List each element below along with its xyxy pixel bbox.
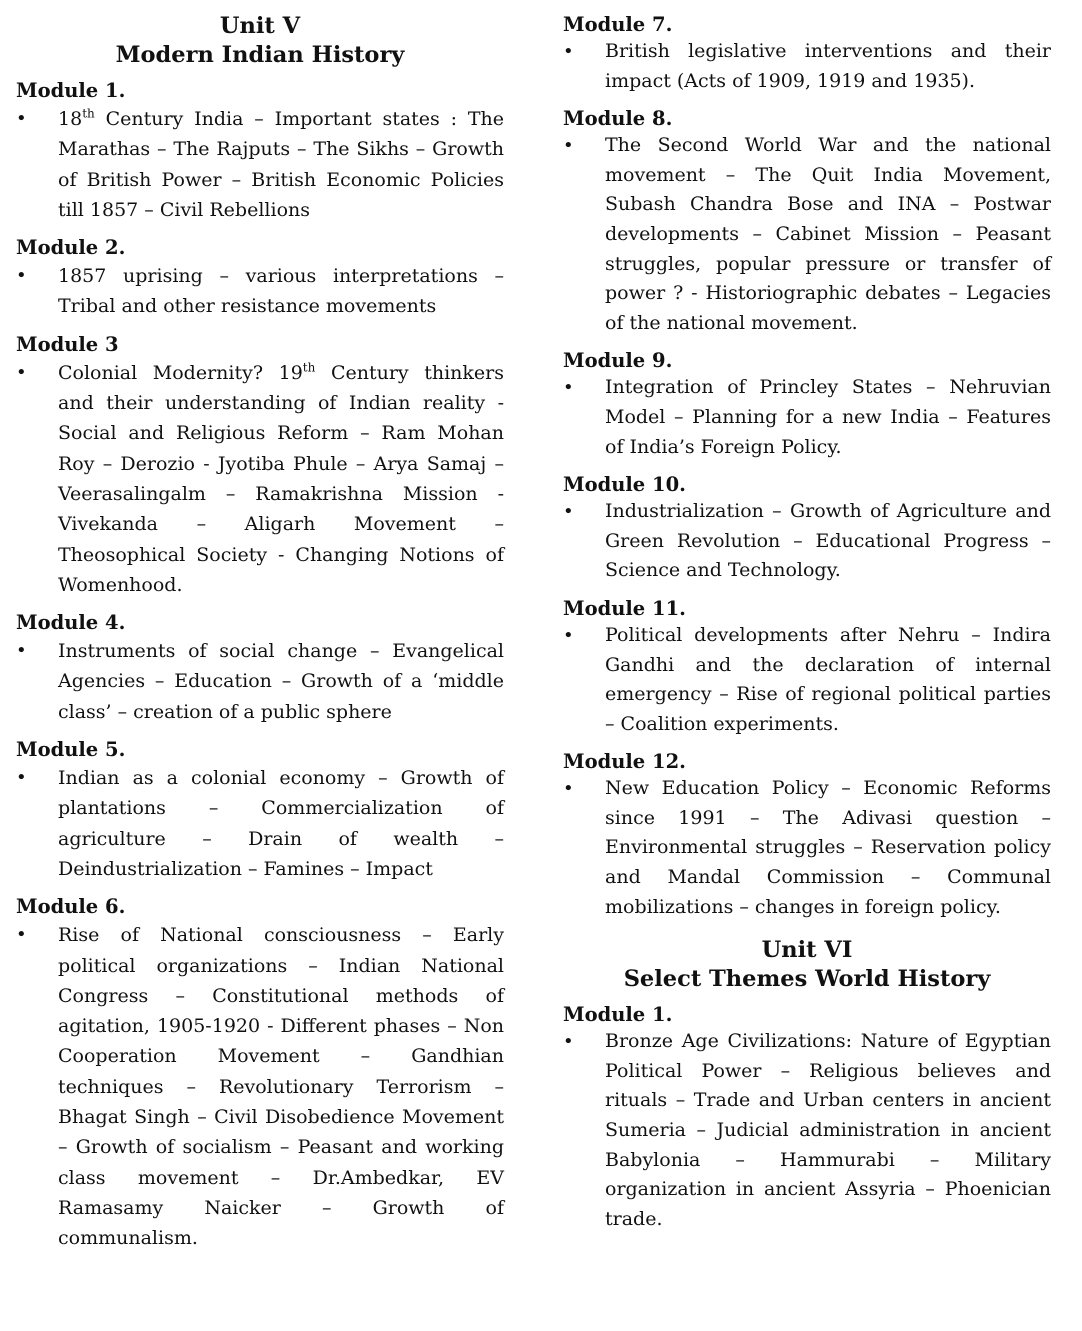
bullet-icon: • [563,377,574,399]
module-text-sup: th [302,360,316,375]
module-8 [563,106,1051,338]
bullet-icon: • [563,1031,574,1053]
module-1 [16,78,504,225]
module-item [16,763,504,884]
module-text-post: Century thinkers and their understanding of Indian reality - Social and Religious Reform – Ram Mohan Roy – Derozio - Jyotiba Phule – Arya Samaj – Veerasalingalm – Ramakrishna Mission - Vivekanda – Aligarh Movement – Theosophical Society - Changing Notions of Womenhood. [58,361,504,596]
module-text: Rise of National consciousness – Early political organizations – Indian National Congress – Constitutional methods of agitation, 1905-1920 - Different phases – Non Cooperation Movement – Gandhian techniques – Revolutionary Terrorism – Bhagat Singh – Civil Disobedience Movement – Growth of socialism – Peasant and working class movement – Dr.Ambedkar, EV Ramasamy Naicker – Growth of communalism. [58,924,504,1250]
left-column [16,12,504,1264]
module-title: Module 7. [563,13,673,36]
bullet-icon: • [16,640,27,662]
module-text: Instruments of social change – Evangelical Agencies – Education – Growth of a ‘middle class’ – creation of a public sphere [58,640,504,723]
module-2 [16,235,504,322]
module-3 [16,332,504,600]
unit-vi-heading [563,936,1051,994]
module-title: Module 1. [16,79,126,102]
module-title: Module 4. [16,611,126,635]
bullet-icon: • [16,767,27,789]
unit-v-title: Unit V [219,13,301,39]
module-4 [16,610,504,727]
bullet-icon: • [16,265,27,287]
module-title: Module 10. [563,473,686,497]
bullet-icon: • [16,361,27,383]
right-column [563,12,1051,1244]
bullet-icon: • [563,624,574,646]
module-5 [16,737,504,884]
module-text-pre: 18 [58,108,83,130]
bullet-icon: • [563,135,574,157]
module-item [16,358,504,600]
module-text: The Second World War and the national movement – The Quit India Movement, Subash Chandra Bose and INA – Postwar developments – Cabinet Mission – Peasant struggles, popular pressure or transfer of power ? - Historiographic debates – Legacies of the national movement. [605,134,1051,334]
unit-v-subtitle: Modern Indian History [115,42,405,68]
module-text [58,104,504,225]
module-item [563,37,1051,96]
module-11 [563,596,1051,739]
bullet-icon: • [563,778,574,800]
module-text-post: Century India – Important states : The Marathas – The Rajputs – The Sikhs – Growth of British Power – British Economic Policies till 1857 – Civil Rebellions [58,108,504,221]
module-6 [16,894,504,1253]
unit-vi-subtitle: Select Themes World History [623,966,991,993]
module-title: Module 8. [563,107,673,131]
module-text-sup: th [82,106,95,121]
bullet-icon: • [563,501,574,523]
module-item [563,373,1051,462]
module-text-pre: Colonial Modernity? 19 [58,361,303,384]
bullet-icon: • [563,41,574,62]
module-item [16,104,504,225]
module-item [563,1027,1051,1234]
module-text: 1857 uprising – various interpretations – Tribal and other resistance movements [58,265,504,318]
module-item [563,497,1051,586]
module-item [563,774,1051,922]
bullet-icon: • [16,108,27,129]
module-text [58,358,504,600]
module-item [563,131,1051,338]
module-text: New Education Policy – Economic Reforms since 1991 – The Adivasi question – Environmental struggles – Reservation policy and Mandal Commission – Communal mobilizations – changes in foreign policy. [605,777,1051,918]
module-text: British legislative interventions and their impact (Acts of 1909, 1919 and 1935). [605,40,1051,92]
module-text: Industrialization – Growth of Agriculture and Green Revolution – Educational Progress – Science and Technology. [605,500,1051,582]
module-title: Module 11. [563,596,686,620]
unit-vi-title: Unit VI [761,937,853,964]
module-text: Political developments after Nehru – Indira Gandhi and the declaration of internal emergency – Rise of regional political parties – Coalition experiments. [605,623,1051,735]
module-item [16,261,504,322]
module-7 [563,12,1051,96]
module-title: Module 12. [563,750,686,774]
module-title: Module 5. [16,738,126,762]
module-item [16,920,504,1253]
module-title: Module 2. [16,236,126,260]
module-text: Indian as a colonial economy – Growth of plantations – Commercialization of agriculture – Drain of wealth – Deindustrialization – Famines – Impact [58,767,504,880]
module-12 [563,749,1051,922]
bullet-icon: • [16,924,27,946]
unit-vi-module-1 [563,1002,1051,1234]
module-text: Integration of Princley States – Nehruvian Model – Planning for a new India – Features of India’s Foreign Policy. [605,376,1051,458]
module-item [16,636,504,727]
module-10 [563,472,1051,586]
module-title: Module 1. [563,1003,673,1027]
module-title: Module 3 [16,332,119,356]
module-title: Module 9. [563,349,673,373]
module-title: Module 6. [16,895,126,919]
unit-v-heading [16,12,504,70]
module-9 [563,348,1051,462]
module-item [563,621,1051,739]
module-text: Bronze Age Civilizations: Nature of Egyptian Political Power – Religious believes and rituals – Trade and Urban centers in ancient Sumeria – Judicial administration in ancient Babylonia – Hammurabi – Military organization in ancient Assyria – Phoenician trade. [605,1030,1051,1230]
